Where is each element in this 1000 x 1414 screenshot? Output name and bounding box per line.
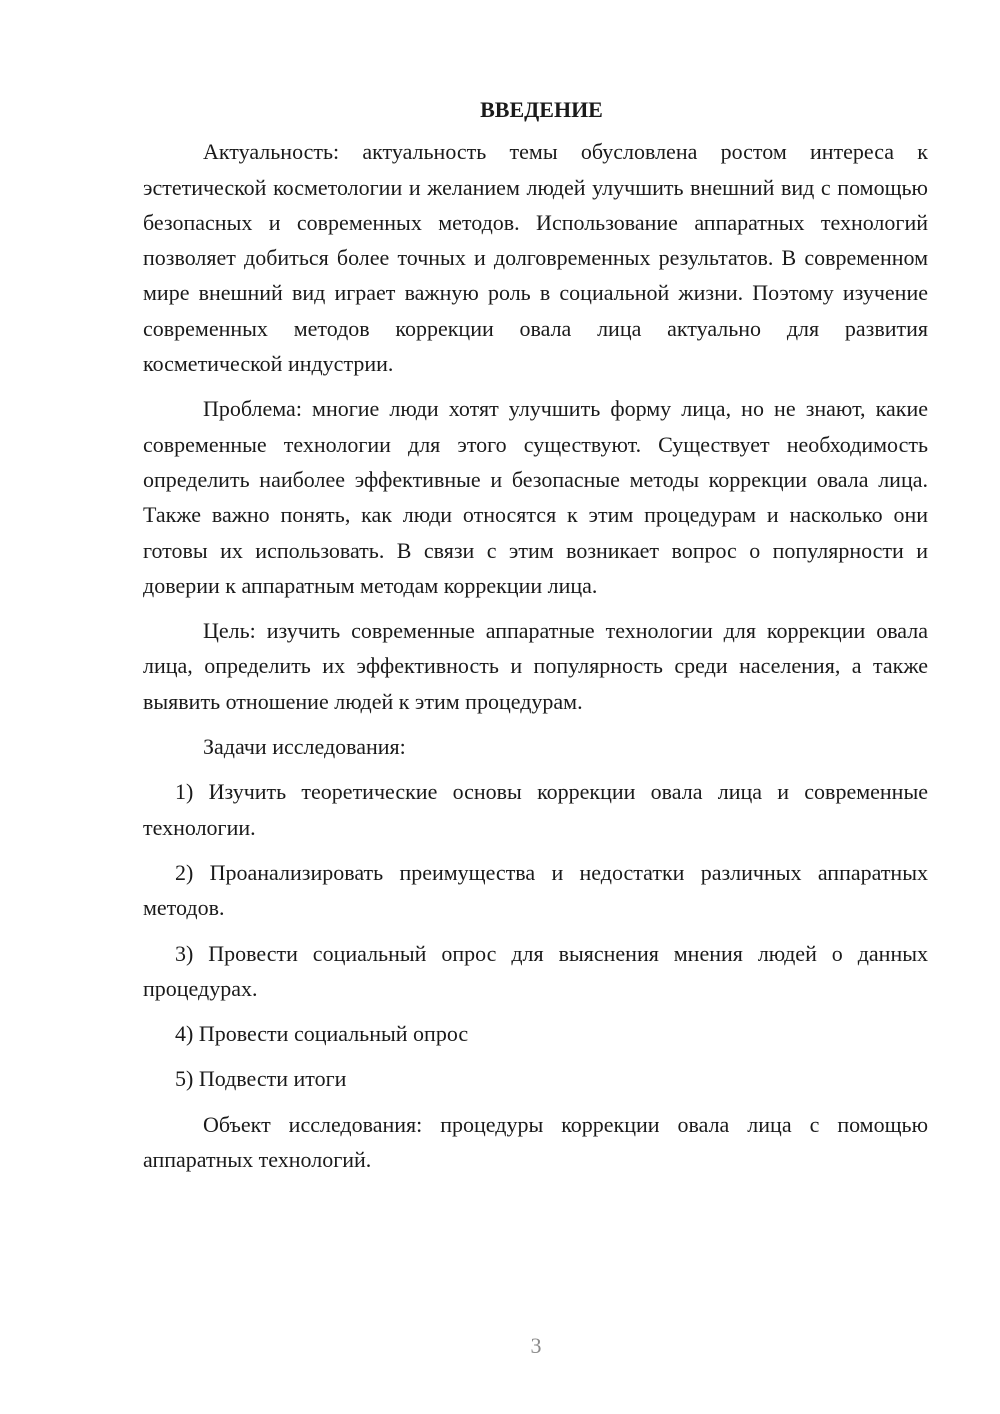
task-item-1: 1) Изучить теоретические основы коррекции овала лица и современные технологии. xyxy=(143,779,928,840)
page-number: 3 xyxy=(530,1333,542,1358)
task-item-2: 2) Проанализировать преимущества и недостатки различных аппаратных методов. xyxy=(143,859,928,921)
section-title: ВВЕДЕНИЕ xyxy=(480,97,603,122)
task-item-5: 5) Подвести итоги xyxy=(175,1066,347,1092)
relevance-paragraph: Актуальность: актуальность темы обусловлена ростом интереса к эстетической косметологии и желанием людей улучшить внешний вид с помощью безопасных и современных методов. Использование аппаратных технологий позволяет добиться более точных и долговременных результатов. В современном мире внешний вид играет важную роль в социальной жизни. Поэтому изучение современных методов коррекции овала лица актуально для развития косметической индустрии. xyxy=(143,139,928,377)
object-paragraph: Объект исследования: процедуры коррекции овала лица с помощью аппаратных технологий. xyxy=(143,1111,928,1173)
goal-paragraph: Цель: изучить современные аппаратные технологии для коррекции овала лица, определить их эффективность и популярность среди населения, а также выявить отношение людей к этим процедурам. xyxy=(143,618,928,714)
tasks-heading: Задачи исследования: xyxy=(203,734,406,760)
task-item-4: 4) Провести социальный опрос xyxy=(175,1021,469,1047)
page-content xyxy=(143,92,928,1177)
problem-paragraph: Проблема: многие люди хотят улучшить форму лица, но не знают, какие современные технологии для этого существуют. Существует необходимость определить наиболее эффективные и безопасные методы коррекции овала лица. Также важно понять, как люди относятся к этим процедурам и насколько они готовы их использовать. В связи с этим возникает вопрос о популярности и доверии к аппаратным методам коррекции лица. xyxy=(143,396,928,598)
task-item-3: 3) Провести социальный опрос для выяснения мнения людей о данных процедурах. xyxy=(143,940,928,1001)
